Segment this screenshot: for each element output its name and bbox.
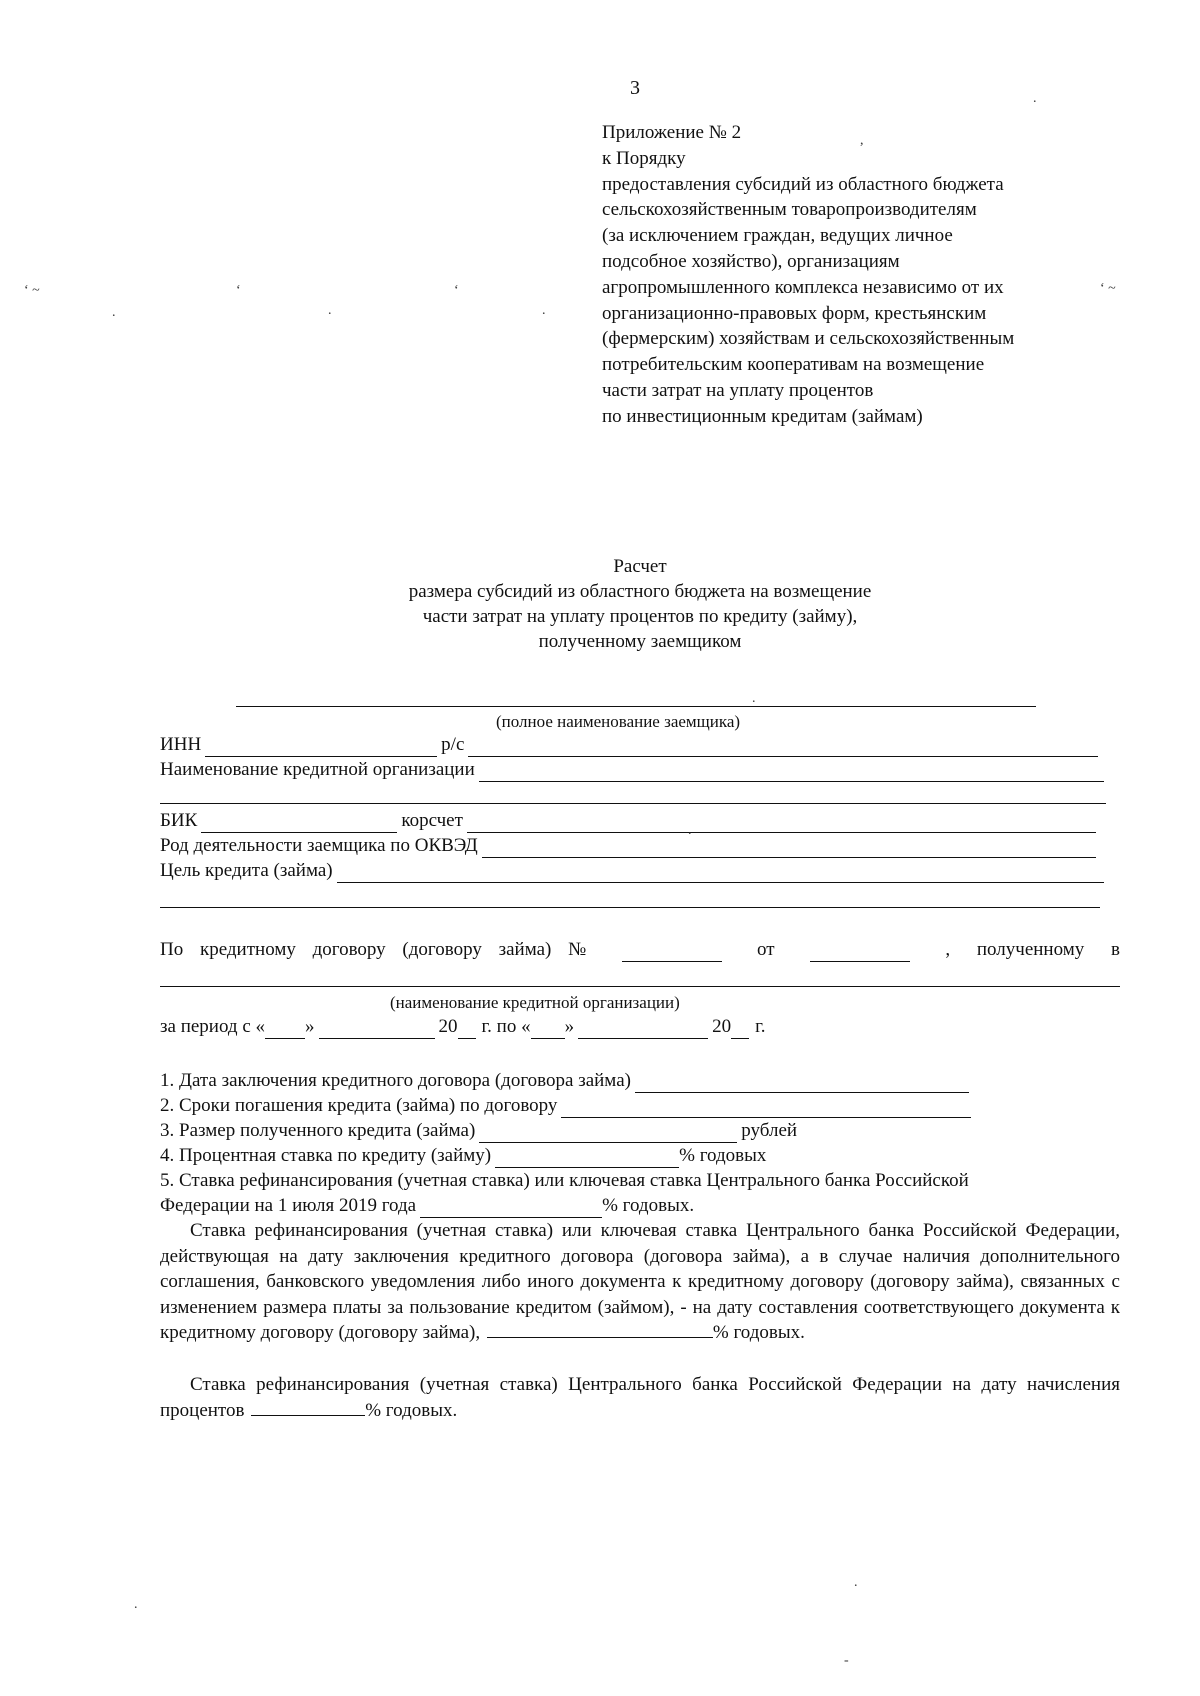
item-2-label: 2. Сроки погашения кредита (займа) по договору [160, 1095, 558, 1116]
appendix-line: части затрат на уплату процентов [602, 379, 874, 401]
refinancing-rate-text: Ставка рефинансирования (учетная ставка) или ключевая ставка Центрального банка Российской Федерации, действующая на дату заключения кредитного договора (договора займа), а в случае наличия дополнительного соглашения, банковского уведомления либо иного документа к кредитному договору (договору займа), связанных с изменением размера платы за пользование кредитом (займом), - на дату составления соответствующего документа к кредитному договору (договору займа), [160, 1220, 1120, 1343]
period-from-year-prefix: 20 [438, 1016, 458, 1037]
appendix-line: предоставления субсидий из областного бюджета [602, 173, 1004, 195]
borrower-name-field[interactable] [236, 705, 1036, 707]
corr-account-label: корсчет [401, 810, 463, 831]
purpose-field-continued[interactable] [160, 906, 1100, 908]
scan-speck: . [752, 691, 756, 706]
scan-speck: ‘ ~ [24, 283, 40, 298]
scan-speck: ‘ [236, 283, 241, 298]
period-from-open: за период с « [160, 1016, 266, 1037]
item-5-label: 5. Ставка рефинансирования (учетная ставка) или ключевая ставка Центрального банка Российской [160, 1170, 969, 1191]
scan-speck: - [844, 1653, 849, 1668]
purpose-label: Цель кредита (займа) [160, 860, 333, 881]
item-4-field[interactable] [495, 1148, 679, 1168]
contract-number-field[interactable] [622, 942, 722, 962]
borrower-name-caption: (полное наименование заемщика) [496, 712, 741, 731]
appendix-line: (за исключением граждан, ведущих личное [602, 225, 953, 247]
appendix-line: агропромышленного комплекса независимо от их [602, 276, 1004, 298]
bik-label: БИК [160, 810, 198, 831]
item-3-field[interactable] [479, 1123, 737, 1143]
appendix-header [602, 120, 1122, 430]
accrual-rate-field[interactable] [251, 1400, 365, 1416]
document-title [300, 554, 980, 654]
appendix-line: сельскохозяйственным товаропроизводителям [602, 199, 977, 221]
scan-speck: ‘ [454, 283, 459, 298]
bank-name-field-continued[interactable] [160, 802, 1106, 804]
scan-speck: , [860, 133, 864, 148]
item-5-label-continued: Федерации на 1 июля 2019 года [160, 1195, 417, 1216]
period-to-month-field[interactable] [578, 1019, 708, 1039]
accrual-rate-text: Ставка рефинансирования (учетная ставка) Центрального банка Российской Федерации на дату начисления процентов [160, 1374, 1120, 1421]
period-to-year-prefix: 20 [712, 1016, 732, 1037]
accrual-rate-unit: % годовых. [365, 1399, 458, 1421]
purpose-field[interactable] [337, 863, 1104, 883]
scan-speck: . [542, 303, 546, 318]
refinancing-rate-field[interactable] [487, 1322, 713, 1338]
inn-field[interactable] [205, 737, 437, 757]
purpose-row [160, 858, 1108, 883]
account-field[interactable] [468, 737, 1098, 757]
item-3 [160, 1118, 797, 1143]
account-label: р/с [441, 734, 465, 755]
item-1-field[interactable] [635, 1073, 969, 1093]
lender-name-field[interactable] [160, 985, 1120, 987]
appendix-line: (фермерским) хозяйствам и сельскохозяйственным [602, 328, 1015, 350]
appendix-line: подсобное хозяйство), организациям [602, 250, 900, 272]
item-5-unit: % годовых. [602, 1195, 695, 1216]
period-from-day-field[interactable] [265, 1019, 305, 1039]
item-2-field[interactable] [561, 1098, 971, 1118]
lender-name-caption: (наименование кредитной организации) [390, 993, 680, 1012]
item-4-label: 4. Процентная ставка по кредиту (займу) [160, 1145, 492, 1166]
period-from-close: » [305, 1016, 315, 1037]
title-line: части затрат на уплату процентов по кредиту (займу), [422, 606, 858, 627]
period-from-month-field[interactable] [319, 1019, 435, 1039]
item-5-line-1 [160, 1168, 969, 1193]
item-5-field[interactable] [420, 1198, 602, 1218]
refinancing-rate-unit: % годовых. [712, 1322, 805, 1343]
scan-speck: . [1033, 91, 1037, 106]
okved-field[interactable] [482, 838, 1096, 858]
title-line: полученному заемщиком [538, 631, 742, 652]
period-to-day-field[interactable] [531, 1019, 565, 1039]
scan-speck: . [134, 1597, 138, 1612]
period-from-year-field[interactable] [458, 1019, 476, 1039]
contract-date-field[interactable] [810, 942, 910, 962]
bank-name-field[interactable] [479, 762, 1104, 782]
period-to-year-field[interactable] [731, 1019, 749, 1039]
corr-account-field[interactable] [467, 813, 1096, 833]
item-5-line-2 [160, 1193, 694, 1218]
period-to-close: » [564, 1016, 575, 1037]
inn-label: ИНН [160, 734, 202, 755]
appendix-line: к Порядку [602, 147, 686, 169]
scan-speck: . [328, 303, 332, 318]
item-3-unit: рублей [741, 1120, 798, 1141]
title-line: размера субсидий из областного бюджета на возмещение [408, 581, 872, 602]
item-4-unit: % годовых [679, 1145, 767, 1166]
bik-row [160, 808, 1100, 833]
period-row [160, 1014, 766, 1039]
item-3-label: 3. Размер полученного кредита (займа) [160, 1120, 476, 1141]
appendix-line: потребительским кооперативам на возмещение [602, 354, 985, 376]
contract-row [160, 937, 1120, 962]
bank-name-row [160, 757, 1108, 782]
title-line: Расчет [613, 556, 667, 577]
item-1 [160, 1068, 973, 1093]
period-year-suffix: г. [755, 1016, 766, 1037]
page-number: 3 [630, 77, 640, 99]
period-to-open: г. по « [481, 1016, 531, 1037]
appendix-line: организационно-правовых форм, крестьянским [602, 302, 987, 324]
appendix-line: по инвестиционным кредитам (займам) [602, 405, 923, 427]
item-4 [160, 1143, 766, 1168]
scan-speck: . [854, 1575, 858, 1590]
bik-field[interactable] [201, 813, 397, 833]
okved-label: Род деятельности заемщика по ОКВЭД [160, 835, 478, 856]
scan-speck: ‘ ~ [1100, 281, 1116, 296]
accrual-rate-paragraph [160, 1372, 1120, 1423]
refinancing-rate-paragraph [160, 1218, 1120, 1346]
contract-from-label: от [757, 939, 775, 960]
item-2 [160, 1093, 975, 1118]
inn-row [160, 732, 1102, 757]
scan-speck: . [112, 305, 116, 320]
okved-row [160, 833, 1100, 858]
appendix-line: Приложение № 2 [602, 122, 742, 143]
contract-suffix: , полученному в [945, 939, 1120, 960]
bank-name-label: Наименование кредитной организации [160, 759, 475, 780]
scan-speck: . [688, 823, 692, 838]
item-1-label: 1. Дата заключения кредитного договора (договора займа) [160, 1070, 631, 1091]
contract-prefix: По кредитному договору (договору займа) № [160, 939, 587, 960]
